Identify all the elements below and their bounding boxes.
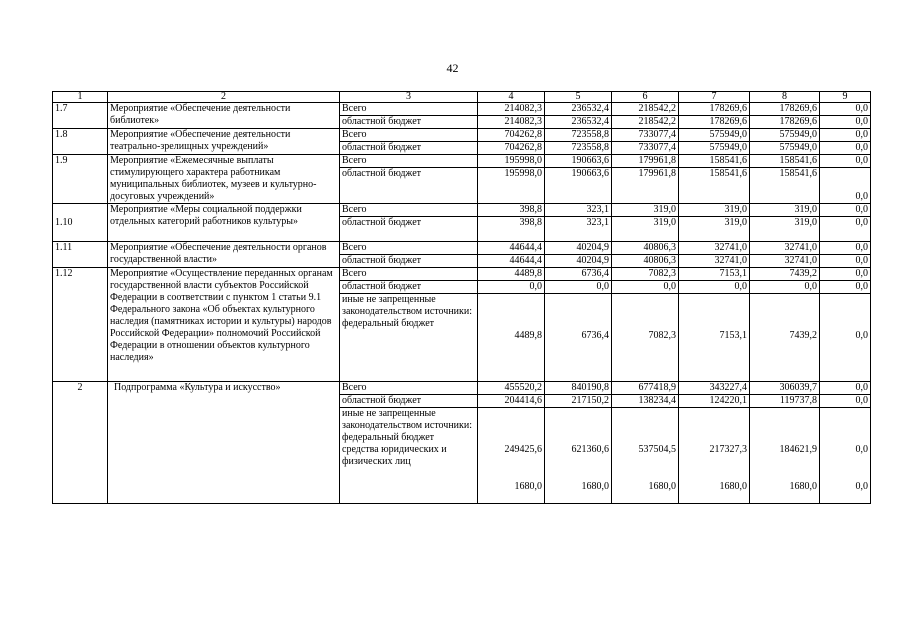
value-cell: 236532,4 (545, 116, 612, 129)
other-sources-label: иные не запрещенные законодательством источники: (342, 408, 473, 431)
table-row (53, 268, 871, 281)
federal-value: 249425,6 (504, 444, 542, 455)
federal-value: 184621,9 (779, 444, 817, 455)
value-cell: 0,0 (820, 268, 871, 281)
value-cell: 158541,6 (750, 168, 820, 204)
value-pair-cell (820, 408, 871, 504)
value-cell: 138234,4 (612, 395, 679, 408)
source-label: областной бюджет (340, 142, 478, 155)
source-label: областной бюджет (340, 116, 478, 129)
value-cell: 178269,6 (679, 116, 750, 129)
column-numbers-row (53, 92, 871, 103)
value-pair-cell (679, 408, 750, 504)
value-cell: 190663,6 (545, 168, 612, 204)
value-cell: 319,0 (750, 204, 820, 217)
value-cell: 217150,2 (545, 395, 612, 408)
source-label: областной бюджет (340, 217, 478, 242)
value-cell: 44644,4 (478, 255, 545, 268)
value-cell: 0,0 (820, 103, 871, 116)
column-number: 9 (820, 92, 871, 103)
value-cell: 6736,4 (545, 268, 612, 281)
value-cell: 455520,2 (478, 382, 545, 395)
value-cell: 0,0 (820, 142, 871, 155)
table-row (53, 129, 871, 142)
source-label: Всего (340, 268, 478, 281)
value-cell: 0,0 (820, 382, 871, 395)
value-cell: 398,8 (478, 204, 545, 217)
value-cell: 319,0 (679, 217, 750, 242)
value-cell: 178269,6 (750, 103, 820, 116)
activity-name: Мероприятие «Обеспечение деятельности библиотек» (108, 103, 340, 129)
value-cell: 40204,9 (545, 255, 612, 268)
legal-value: 0,0 (855, 481, 868, 492)
value-cell: 0,0 (820, 255, 871, 268)
federal-value: 217327,3 (709, 444, 747, 455)
column-number: 8 (750, 92, 820, 103)
value-cell: 0,0 (820, 242, 871, 255)
value-cell: 7153,1 (679, 294, 750, 382)
value-cell: 840190,8 (545, 382, 612, 395)
subprogram-name: Подпрограмма «Культура и искусство» (108, 382, 340, 504)
other-sources-cell (340, 294, 478, 382)
table-row (53, 242, 871, 255)
value-cell: 218542,2 (612, 116, 679, 129)
row-code: 1.7 (53, 103, 108, 129)
value-cell: 704262,8 (478, 129, 545, 142)
other-sources-label: иные не запрещенные законодательством источники: (342, 294, 473, 317)
value-cell: 0,0 (679, 281, 750, 294)
value-cell: 44644,4 (478, 242, 545, 255)
source-label: областной бюджет (340, 255, 478, 268)
value-cell: 319,0 (750, 217, 820, 242)
federal-value: 621360,6 (571, 444, 609, 455)
value-cell: 0,0 (478, 281, 545, 294)
value-cell: 319,0 (612, 217, 679, 242)
value-cell: 7439,2 (750, 268, 820, 281)
value-cell: 733077,4 (612, 129, 679, 142)
legal-value: 1680,0 (514, 481, 542, 492)
column-number: 1 (53, 92, 108, 103)
value-cell: 0,0 (820, 129, 871, 142)
value-cell: 0,0 (750, 281, 820, 294)
value-cell: 158541,6 (679, 168, 750, 204)
value-cell: 4489,8 (478, 294, 545, 382)
value-cell: 343227,4 (679, 382, 750, 395)
value-cell: 306039,7 (750, 382, 820, 395)
federal-budget-label: федеральный бюджет (342, 432, 435, 443)
column-number: 3 (340, 92, 478, 103)
value-cell: 32741,0 (679, 242, 750, 255)
value-cell: 214082,3 (478, 103, 545, 116)
value-cell: 178269,6 (679, 103, 750, 116)
source-label: Всего (340, 129, 478, 142)
legal-value: 1680,0 (648, 481, 676, 492)
activity-name: Мероприятие «Обеспечение деятельности театрально-зрелищных учреждений» (108, 129, 340, 155)
value-pair-cell (750, 408, 820, 504)
activity-name: Мероприятие «Обеспечение деятельности органов государственной власти» (108, 242, 340, 268)
row-code: 1.10 (53, 204, 108, 242)
value-cell: 0,0 (820, 204, 871, 217)
value-cell: 323,1 (545, 204, 612, 217)
value-cell: 158541,6 (679, 155, 750, 168)
value-cell: 4489,8 (478, 268, 545, 281)
source-label: Всего (340, 103, 478, 116)
value-cell: 179961,8 (612, 155, 679, 168)
page-number: 42 (446, 61, 459, 75)
source-label: Всего (340, 204, 478, 217)
column-number: 6 (612, 92, 679, 103)
column-number: 5 (545, 92, 612, 103)
value-cell: 704262,8 (478, 142, 545, 155)
source-label: областной бюджет (340, 395, 478, 408)
row-code: 1.9 (53, 155, 108, 204)
column-number: 7 (679, 92, 750, 103)
value-pair-cell (545, 408, 612, 504)
value-cell: 0,0 (545, 281, 612, 294)
value-cell: 179961,8 (612, 168, 679, 204)
value-cell: 6736,4 (545, 294, 612, 382)
source-label: Всего (340, 382, 478, 395)
value-cell: 218542,2 (612, 103, 679, 116)
activity-name: Мероприятие «Ежемесячные выплаты стимулирующего характера работникам муниципальных библиотек, музеев и культурно-досуговых учреждений» (108, 155, 340, 204)
row-code: 2 (53, 382, 108, 504)
source-label: Всего (340, 242, 478, 255)
row-code: 1.12 (53, 268, 108, 382)
budget-table (52, 91, 871, 504)
legal-value: 1680,0 (789, 481, 817, 492)
value-cell: 0,0 (820, 281, 871, 294)
value-cell: 178269,6 (750, 116, 820, 129)
table-row (53, 204, 871, 217)
source-label: Всего (340, 155, 478, 168)
value-cell: 236532,4 (545, 103, 612, 116)
value-cell: 575949,0 (679, 142, 750, 155)
column-number: 4 (478, 92, 545, 103)
value-cell: 0,0 (820, 168, 871, 204)
value-cell: 0,0 (820, 155, 871, 168)
column-number: 2 (108, 92, 340, 103)
value-cell: 40806,3 (612, 242, 679, 255)
value-pair-cell (612, 408, 679, 504)
value-cell: 7153,1 (679, 268, 750, 281)
federal-budget-label: федеральный бюджет (342, 318, 435, 329)
value-cell: 190663,6 (545, 155, 612, 168)
value-cell: 40806,3 (612, 255, 679, 268)
value-cell: 575949,0 (750, 129, 820, 142)
value-cell: 575949,0 (679, 129, 750, 142)
value-cell: 0,0 (820, 217, 871, 242)
value-cell: 195998,0 (478, 155, 545, 168)
value-cell: 319,0 (612, 204, 679, 217)
federal-value: 0,0 (855, 444, 868, 455)
value-cell: 124220,1 (679, 395, 750, 408)
value-cell: 32741,0 (679, 255, 750, 268)
value-cell: 204414,6 (478, 395, 545, 408)
value-cell: 0,0 (820, 395, 871, 408)
value-cell: 0,0 (612, 281, 679, 294)
activity-name: Мероприятие «Осуществление переданных органам государственной власти субъектов Российской Федерации в соответствии с пунктом 1 статьи 9.1 Федерального закона «Об объектах культурного наследия (памятниках истории и культуры) народов Российской Федерации» полномочий Российской Федерации в отношении объектов культурного наследия» (108, 268, 340, 382)
value-cell: 7082,3 (612, 294, 679, 382)
value-cell: 7082,3 (612, 268, 679, 281)
value-cell: 214082,3 (478, 116, 545, 129)
row-code: 1.11 (53, 242, 108, 268)
value-cell: 0,0 (820, 116, 871, 129)
value-cell: 398,8 (478, 217, 545, 242)
legal-entities-label: средства юридических и физических лиц (342, 444, 447, 467)
value-cell: 119737,8 (750, 395, 820, 408)
value-cell: 32741,0 (750, 242, 820, 255)
source-label: областной бюджет (340, 281, 478, 294)
row-code: 1.8 (53, 129, 108, 155)
value-cell: 575949,0 (750, 142, 820, 155)
value-cell: 723558,8 (545, 142, 612, 155)
value-cell: 32741,0 (750, 255, 820, 268)
legal-value: 1680,0 (719, 481, 747, 492)
value-cell: 319,0 (679, 204, 750, 217)
table-row (53, 382, 871, 395)
federal-value: 537504,5 (638, 444, 676, 455)
value-cell: 195998,0 (478, 168, 545, 204)
activity-name: Мероприятие «Меры социальной поддержки отдельных категорий работников культуры» (108, 204, 340, 242)
value-cell: 733077,4 (612, 142, 679, 155)
value-pair-cell (478, 408, 545, 504)
value-cell: 677418,9 (612, 382, 679, 395)
value-cell: 723558,8 (545, 129, 612, 142)
table-row (53, 103, 871, 116)
source-label: областной бюджет (340, 168, 478, 204)
legal-value: 1680,0 (581, 481, 609, 492)
value-cell: 158541,6 (750, 155, 820, 168)
value-cell: 323,1 (545, 217, 612, 242)
value-cell: 0,0 (820, 294, 871, 382)
value-cell: 40204,9 (545, 242, 612, 255)
value-cell: 7439,2 (750, 294, 820, 382)
other-sources-cell (340, 408, 478, 504)
table-row (53, 155, 871, 168)
